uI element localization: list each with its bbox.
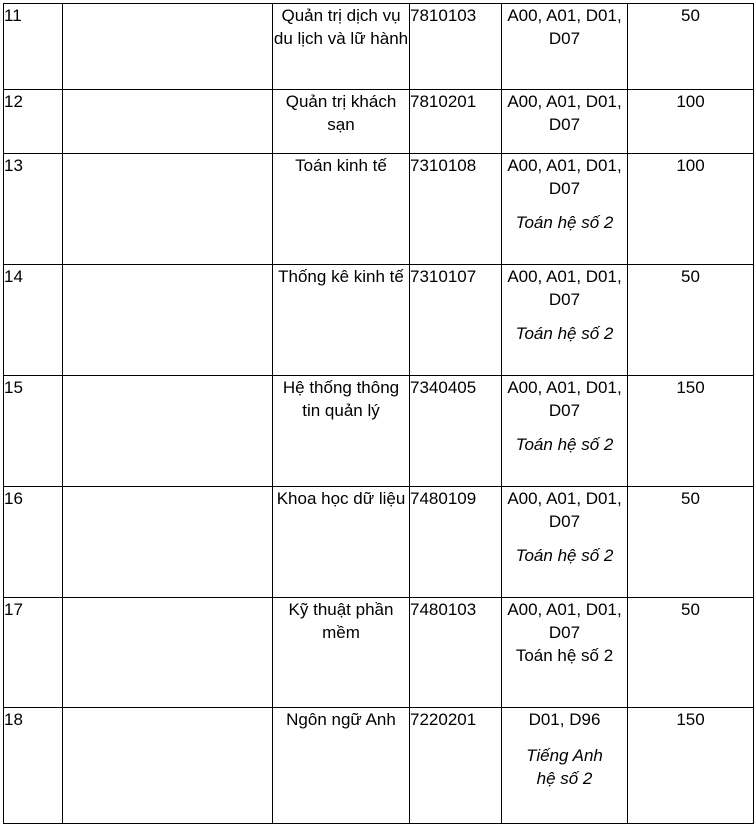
major-name: Khoa học dữ liệu xyxy=(273,487,410,598)
quota: 100 xyxy=(628,90,754,154)
subject-combos xyxy=(502,376,628,487)
admissions-table xyxy=(3,3,754,824)
row-number: 15 xyxy=(4,376,63,487)
combo-text: A00, A01, D01, D07 xyxy=(507,600,622,642)
subject-combos xyxy=(502,265,628,376)
row-number: 16 xyxy=(4,487,63,598)
quota: 100 xyxy=(628,154,754,265)
blank-cell xyxy=(63,265,273,376)
table-row xyxy=(4,376,754,487)
combo-text: A00, A01, D01, D07 xyxy=(507,92,622,134)
major-code: 7810103 xyxy=(410,4,502,90)
combo-note: Toán hệ số 2 xyxy=(515,646,614,665)
subject-combos xyxy=(502,90,628,154)
major-code: 7340405 xyxy=(410,376,502,487)
table-row xyxy=(4,90,754,154)
row-number: 12 xyxy=(4,90,63,154)
major-name: Thống kê kinh tế xyxy=(273,265,410,376)
major-code: 7480103 xyxy=(410,598,502,708)
blank-cell xyxy=(63,598,273,708)
quota: 50 xyxy=(628,487,754,598)
major-code: 7220201 xyxy=(410,708,502,824)
quota: 50 xyxy=(628,598,754,708)
major-name: Toán kinh tế xyxy=(273,154,410,265)
quota: 150 xyxy=(628,376,754,487)
blank-cell xyxy=(63,154,273,265)
major-code: 7810201 xyxy=(410,90,502,154)
table-row xyxy=(4,598,754,708)
major-name: Quản trị khách sạn xyxy=(273,90,410,154)
major-name: Kỹ thuật phần mềm xyxy=(273,598,410,708)
major-name: Ngôn ngữ Anh xyxy=(273,708,410,824)
subject-combos xyxy=(502,154,628,265)
blank-cell xyxy=(63,487,273,598)
combo-text: D01, D96 xyxy=(528,710,601,729)
combo-note: Toán hệ số 2 xyxy=(515,435,614,454)
row-number: 11 xyxy=(4,4,63,90)
combo-text: A00, A01, D01, D07 xyxy=(507,378,622,420)
combo-text: A00, A01, D01, D07 xyxy=(507,267,622,309)
combo-note: Toán hệ số 2 xyxy=(515,546,614,565)
combo-note: Toán hệ số 2 xyxy=(515,213,614,232)
major-code: 7480109 xyxy=(410,487,502,598)
quota: 150 xyxy=(628,708,754,824)
combo-note: Tiếng Anh hệ số 2 xyxy=(526,746,603,788)
quota: 50 xyxy=(628,265,754,376)
quota: 50 xyxy=(628,4,754,90)
subject-combos xyxy=(502,708,628,824)
combo-note: Toán hệ số 2 xyxy=(515,324,614,343)
combo-text: A00, A01, D01, D07 xyxy=(507,156,622,198)
row-number: 13 xyxy=(4,154,63,265)
combo-text: A00, A01, D01, D07 xyxy=(507,6,622,48)
row-number: 14 xyxy=(4,265,63,376)
table-row xyxy=(4,4,754,90)
blank-cell xyxy=(63,376,273,487)
subject-combos xyxy=(502,487,628,598)
table-row xyxy=(4,487,754,598)
subject-combos xyxy=(502,598,628,708)
blank-cell xyxy=(63,90,273,154)
major-name: Quản trị dịch vụ du lịch và lữ hành xyxy=(273,4,410,90)
table-row xyxy=(4,265,754,376)
blank-cell xyxy=(63,708,273,824)
combo-text: A00, A01, D01, D07 xyxy=(507,489,622,531)
major-name: Hệ thống thông tin quản lý xyxy=(273,376,410,487)
row-number: 18 xyxy=(4,708,63,824)
major-code: 7310107 xyxy=(410,265,502,376)
table-row xyxy=(4,708,754,824)
subject-combos xyxy=(502,4,628,90)
blank-cell xyxy=(63,4,273,90)
table-row xyxy=(4,154,754,265)
row-number: 17 xyxy=(4,598,63,708)
major-code: 7310108 xyxy=(410,154,502,265)
